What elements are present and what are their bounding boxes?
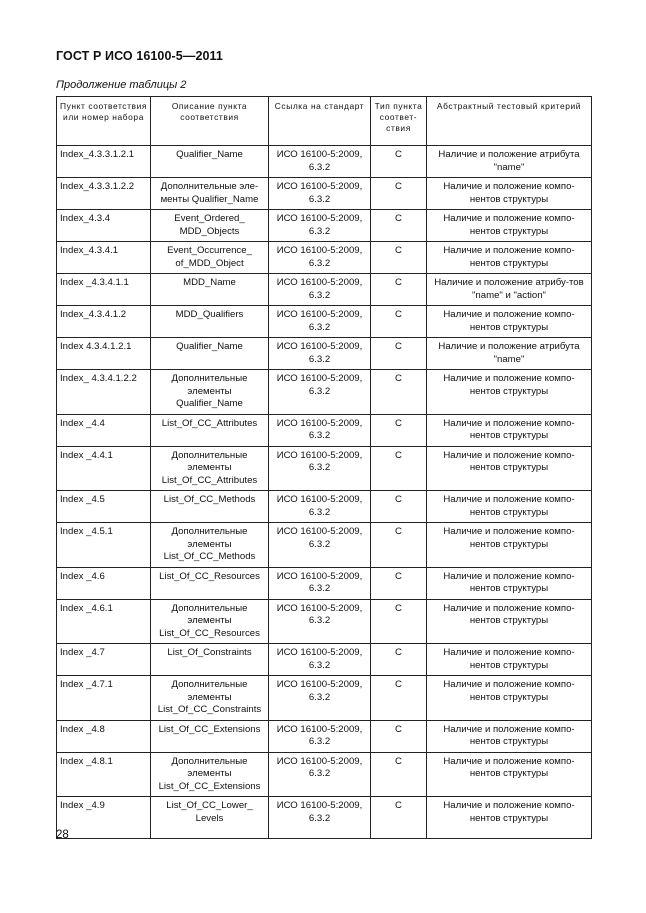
test-criterion: Наличие и положение компо-нентов структуры [427,306,592,338]
document-header: ГОСТ Р ИСО 16100-5—2011 [56,49,223,63]
conformance-item-id: Index_4.3.3.1.2.2 [57,178,151,210]
conformance-item-id: Index_ 4.3.4.1.2.2 [57,370,151,415]
standard-reference: ИСО 16100-5:2009, 6.3.2 [269,523,371,568]
conformance-item-description: Event_Occurrence_ of_MDD_Object [151,242,269,274]
standard-reference: ИСО 16100-5:2009, 6.3.2 [269,242,371,274]
conformance-item-description: Дополнительные элементы Qualifier_Name [151,370,269,415]
conformance-type: С [371,491,427,523]
table-row [57,242,592,274]
conformance-item-description: List_Of_CC_Extensions [151,720,269,752]
conformance-table [56,96,592,839]
standard-reference: ИСО 16100-5:2009, 6.3.2 [269,338,371,370]
conformance-item-description: Дополнительные эле-менты Qualifier_Name [151,178,269,210]
conformance-type: С [371,306,427,338]
test-criterion: Наличие и положение компо-нентов структуры [427,644,592,676]
table-body [57,146,592,839]
conformance-item-description: MDD_Qualifiers [151,306,269,338]
conformance-item-id: Index _4.3.4.1.1 [57,274,151,306]
table-row [57,210,592,242]
test-criterion: Наличие и положение компо-нентов структуры [427,676,592,721]
column-header: Ссылка на стандарт [269,97,371,146]
standard-reference: ИСО 16100-5:2009, 6.3.2 [269,797,371,839]
conformance-item-id: Index _4.4.1 [57,446,151,491]
conformance-type: С [371,146,427,178]
conformance-type: С [371,338,427,370]
table-row [57,567,592,599]
conformance-item-description: Дополнительные элементы List_Of_CC_Constraints [151,676,269,721]
test-criterion: Наличие и положение компо-нентов структуры [427,720,592,752]
table-row [57,338,592,370]
conformance-item-id: Index 4.3.4.1.2.1 [57,338,151,370]
table-row [57,644,592,676]
column-header: Описание пункта соответствия [151,97,269,146]
table-row [57,146,592,178]
table-row [57,797,592,839]
standard-reference: ИСО 16100-5:2009, 6.3.2 [269,491,371,523]
standard-reference: ИСО 16100-5:2009, 6.3.2 [269,676,371,721]
conformance-item-description: Дополнительные элементы List_Of_CC_Methods [151,523,269,568]
table-row [57,370,592,415]
table-row [57,446,592,491]
conformance-type: С [371,242,427,274]
conformance-type: С [371,370,427,415]
conformance-item-description: Event_Ordered_ MDD_Objects [151,210,269,242]
test-criterion: Наличие и положение компо-нентов структуры [427,414,592,446]
table-continuation-caption: Продолжение таблицы 2 [56,79,187,91]
test-criterion: Наличие и положение атрибута "name" [427,338,592,370]
conformance-item-description: MDD_Name [151,274,269,306]
standard-reference: ИСО 16100-5:2009, 6.3.2 [269,178,371,210]
standard-reference: ИСО 16100-5:2009, 6.3.2 [269,370,371,415]
conformance-item-id: Index_4.3.3.1.2.1 [57,146,151,178]
standard-reference: ИСО 16100-5:2009, 6.3.2 [269,644,371,676]
test-criterion: Наличие и положение компо-нентов структуры [427,752,592,797]
standard-reference: ИСО 16100-5:2009, 6.3.2 [269,274,371,306]
conformance-item-description: Дополнительные элементы List_Of_CC_Attributes [151,446,269,491]
test-criterion: Наличие и положение атрибу-тов "name" и "action" [427,274,592,306]
conformance-item-id: Index _4.7 [57,644,151,676]
conformance-item-description: Qualifier_Name [151,146,269,178]
conformance-item-description: List_Of_CC_Resources [151,567,269,599]
conformance-item-description: Дополнительные элементы List_Of_CC_Resources [151,599,269,644]
table-row [57,274,592,306]
conformance-item-id: Index_4.3.4 [57,210,151,242]
column-header: Пункт соответствия или номер набора [57,97,151,146]
conformance-type: С [371,752,427,797]
table-row [57,599,592,644]
standard-reference: ИСО 16100-5:2009, 6.3.2 [269,210,371,242]
test-criterion: Наличие и положение компо-нентов структуры [427,210,592,242]
conformance-item-id: Index _4.4 [57,414,151,446]
table-row [57,414,592,446]
test-criterion: Наличие и положение компо-нентов структуры [427,797,592,839]
conformance-type: С [371,178,427,210]
table-row [57,523,592,568]
test-criterion: Наличие и положение компо-нентов структуры [427,567,592,599]
test-criterion: Наличие и положение компо-нентов структуры [427,242,592,274]
conformance-item-id: Index _4.6.1 [57,599,151,644]
conformance-item-id: Index_4.3.4.1 [57,242,151,274]
standard-reference: ИСО 16100-5:2009, 6.3.2 [269,414,371,446]
conformance-item-description: Дополнительные элементы List_Of_CC_Extensions [151,752,269,797]
table-header-row [57,97,592,146]
conformance-type: С [371,567,427,599]
conformance-item-id: Index _4.8.1 [57,752,151,797]
conformance-type: С [371,446,427,491]
standard-reference: ИСО 16100-5:2009, 6.3.2 [269,306,371,338]
conformance-item-description: Qualifier_Name [151,338,269,370]
standard-reference: ИСО 16100-5:2009, 6.3.2 [269,446,371,491]
conformance-item-id: Index_4.3.4.1.2 [57,306,151,338]
test-criterion: Наличие и положение компо-нентов структуры [427,446,592,491]
conformance-type: С [371,414,427,446]
table-row [57,306,592,338]
conformance-item-id: Index _4.8 [57,720,151,752]
conformance-item-description: List_Of_Constraints [151,644,269,676]
test-criterion: Наличие и положение компо-нентов структуры [427,523,592,568]
conformance-type: С [371,676,427,721]
conformance-item-description: List_Of_CC_Attributes [151,414,269,446]
conformance-item-id: Index _4.9 [57,797,151,839]
conformance-item-id: Index _4.6 [57,567,151,599]
table-row [57,720,592,752]
conformance-item-id: Index _4.5.1 [57,523,151,568]
conformance-item-id: Index _4.5 [57,491,151,523]
conformance-type: С [371,644,427,676]
test-criterion: Наличие и положение компо-нентов структуры [427,178,592,210]
conformance-item-description: List_Of_CC_Lower_ Levels [151,797,269,839]
test-criterion: Наличие и положение компо-нентов структуры [427,599,592,644]
page-number: 28 [56,829,69,841]
conformance-type: С [371,720,427,752]
conformance-item-description: List_Of_CC_Methods [151,491,269,523]
table-row [57,676,592,721]
conformance-type: С [371,274,427,306]
standard-reference: ИСО 16100-5:2009, 6.3.2 [269,599,371,644]
conformance-type: С [371,797,427,839]
conformance-type: С [371,523,427,568]
standard-reference: ИСО 16100-5:2009, 6.3.2 [269,146,371,178]
column-header: Абстрактный тестовый критерий [427,97,592,146]
conformance-type: С [371,210,427,242]
conformance-item-id: Index _4.7.1 [57,676,151,721]
test-criterion: Наличие и положение компо-нентов структуры [427,491,592,523]
standard-reference: ИСО 16100-5:2009, 6.3.2 [269,720,371,752]
standard-reference: ИСО 16100-5:2009, 6.3.2 [269,752,371,797]
table-row [57,178,592,210]
table-row [57,491,592,523]
test-criterion: Наличие и положение атрибута "name" [427,146,592,178]
conformance-type: С [371,599,427,644]
table-row [57,752,592,797]
standard-reference: ИСО 16100-5:2009, 6.3.2 [269,567,371,599]
column-header: Тип пункта соответ-ствия [371,97,427,146]
test-criterion: Наличие и положение компо-нентов структуры [427,370,592,415]
